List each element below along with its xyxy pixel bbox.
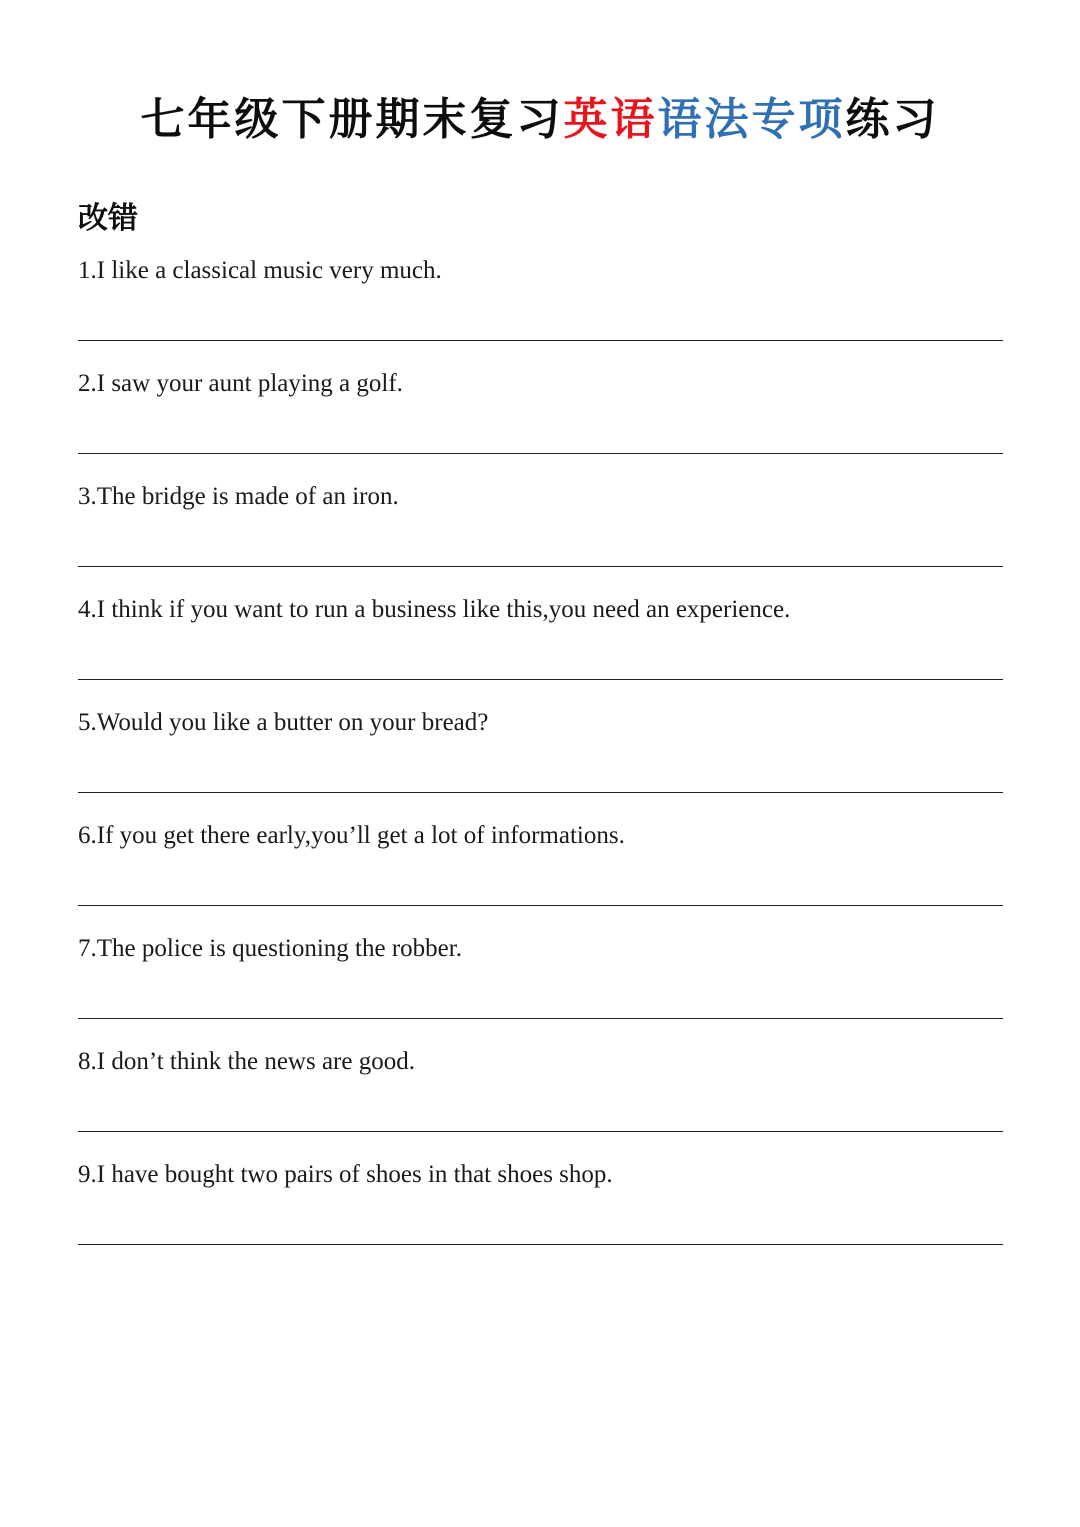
question-text: 2.I saw your aunt playing a golf. (78, 370, 403, 397)
question-item-8 (78, 1045, 1003, 1158)
title-part-grammar: 语法专项 (657, 94, 846, 145)
answer-line[interactable] (78, 905, 1003, 906)
question-text: 7.The police is questioning the robber. (78, 935, 462, 962)
question-text: 5.Would you like a butter on your bread? (78, 709, 489, 736)
answer-line[interactable] (78, 679, 1003, 680)
question-text: 4.I think if you want to run a business like this,you need an experience. (78, 596, 791, 623)
answer-line[interactable] (78, 1018, 1003, 1019)
question-text: 3.The bridge is made of an iron. (78, 483, 399, 510)
question-item-3 (78, 480, 1003, 593)
question-item-5 (78, 706, 1003, 819)
page-title (0, 88, 1080, 152)
answer-line[interactable] (78, 1131, 1003, 1132)
question-text: 1.I like a classical music very much. (78, 257, 442, 284)
answer-line[interactable] (78, 792, 1003, 793)
answer-line[interactable] (78, 1244, 1003, 1245)
title-part-english: 英语 (563, 94, 658, 145)
question-text: 8.I don’t think the news are good. (78, 1048, 415, 1075)
title-part-grade: 七年级下册期末复习 (140, 94, 564, 145)
question-item-7 (78, 932, 1003, 1045)
answer-line[interactable] (78, 453, 1003, 454)
question-item-9 (78, 1158, 1003, 1271)
title-part-practice: 练习 (845, 94, 940, 145)
question-item-4 (78, 593, 1003, 706)
question-item-6 (78, 819, 1003, 932)
question-item-2 (78, 367, 1003, 480)
question-text: 9.I have bought two pairs of shoes in that shoes shop. (78, 1161, 613, 1188)
section-heading: 改错 (78, 201, 138, 236)
answer-line[interactable] (78, 340, 1003, 341)
question-item-1 (78, 254, 1003, 367)
question-text: 6.If you get there early,you’ll get a lot of informations. (78, 822, 625, 849)
answer-line[interactable] (78, 566, 1003, 567)
